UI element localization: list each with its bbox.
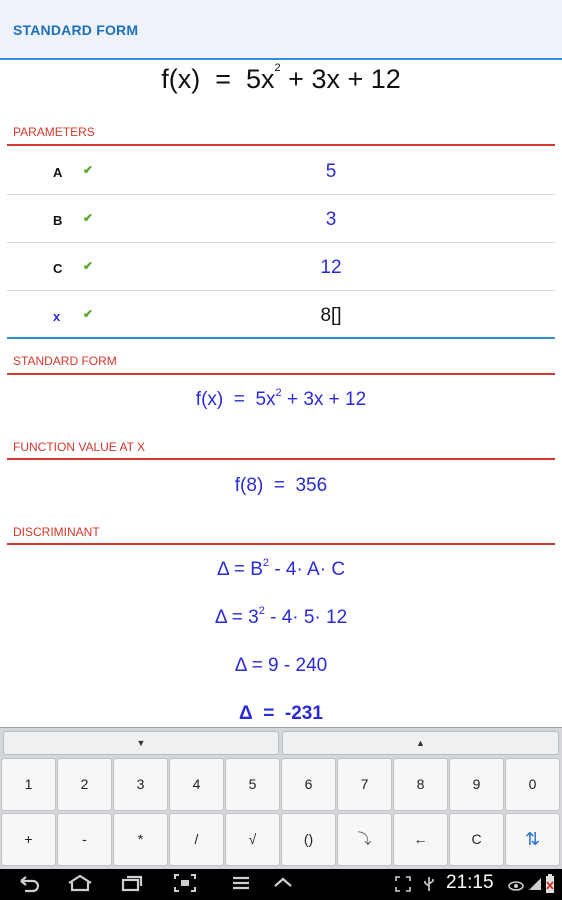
collapse-keyboard-button[interactable]: ▼ [3, 731, 279, 755]
param-input-x[interactable]: 8[] [320, 305, 342, 326]
check-icon: ✔ [83, 211, 94, 225]
function-value-heading: FUNCTION VALUE AT X [13, 440, 146, 454]
param-row-x[interactable] [7, 292, 555, 339]
param-label-c: C [53, 261, 63, 276]
expand-keyboard-button[interactable]: ▲ [282, 731, 559, 755]
key-3[interactable]: 3 [113, 758, 168, 811]
param-row-b[interactable] [7, 196, 555, 243]
key-plus[interactable]: + [1, 813, 56, 866]
key-divide[interactable]: / [169, 813, 224, 866]
param-label-b: B [53, 213, 63, 228]
home-icon[interactable] [66, 873, 94, 898]
check-icon: ✔ [83, 307, 94, 321]
discriminant-simplified: Δ = 9 - 240 [234, 655, 328, 676]
chevron-up-icon[interactable] [272, 873, 294, 898]
param-row-c[interactable] [7, 244, 555, 291]
discriminant-heading: DISCRIMINANT [13, 525, 100, 539]
key-2[interactable]: 2 [57, 758, 112, 811]
recent-apps-icon[interactable] [120, 873, 144, 898]
header-formula: $f(x) = 5x^2 + 3x + 12$ [161, 62, 401, 94]
key-8[interactable]: 8 [393, 758, 448, 811]
app-title-bar [0, 0, 562, 60]
clock: 21:15 [446, 872, 494, 893]
discriminant-divider [7, 543, 555, 545]
parameters-divider [7, 144, 555, 146]
key-1[interactable]: 1 [1, 758, 56, 811]
standard-form-heading: STANDARD FORM [13, 354, 117, 368]
param-label-a: A [53, 165, 63, 180]
key-multiply[interactable]: * [113, 813, 168, 866]
battery-icon [545, 874, 555, 899]
key-0[interactable]: 0 [505, 758, 560, 811]
key-6[interactable]: 6 [281, 758, 336, 811]
key-4[interactable]: 4 [169, 758, 224, 811]
key-minus[interactable]: - [57, 813, 112, 866]
key-9[interactable]: 9 [449, 758, 504, 811]
discriminant-substitution: $\Delta = 3^2 - 4\cdot 5\cdot 12$ [214, 605, 348, 628]
param-label-x: x [53, 309, 61, 324]
key-7[interactable]: 7 [337, 758, 392, 811]
key-parentheses[interactable]: () [281, 813, 336, 866]
discriminant-formula: $\Delta = B^2 - 4\cdot A\cdot C$ [216, 557, 346, 580]
param-input-b[interactable]: 3 [325, 209, 337, 230]
standard-form-divider [7, 373, 555, 375]
standard-form-expression: $f(x) = 5x^2 + 3x + 12$ [195, 387, 367, 410]
menu-icon[interactable] [231, 873, 251, 898]
check-icon: ✔ [83, 163, 94, 177]
usb-icon [422, 876, 436, 897]
swap-arrows-icon[interactable]: ⇅ [505, 813, 560, 866]
signal-icon [528, 875, 542, 896]
back-icon[interactable] [18, 873, 40, 898]
param-row-a[interactable] [7, 148, 555, 195]
check-icon: ✔ [83, 259, 94, 273]
function-value-expression: f(8) = 356 [234, 475, 328, 496]
key-clear[interactable]: C [449, 813, 504, 866]
key-sqrt[interactable]: √ [225, 813, 280, 866]
app-title: STANDARD FORM [13, 22, 139, 38]
parameters-heading: PARAMETERS [13, 125, 95, 139]
param-input-c[interactable]: 12 [320, 257, 342, 278]
enter-icon[interactable]: ⤵ [337, 813, 392, 866]
function-value-divider [7, 458, 555, 460]
param-input-a[interactable]: 5 [325, 161, 337, 182]
backspace-icon[interactable]: ← [393, 813, 448, 866]
fullscreen-icon [395, 876, 411, 895]
key-5[interactable]: 5 [225, 758, 280, 811]
eye-icon [508, 877, 524, 897]
discriminant-result: Δ = -231 [239, 703, 323, 724]
screenshot-icon[interactable] [173, 873, 197, 898]
